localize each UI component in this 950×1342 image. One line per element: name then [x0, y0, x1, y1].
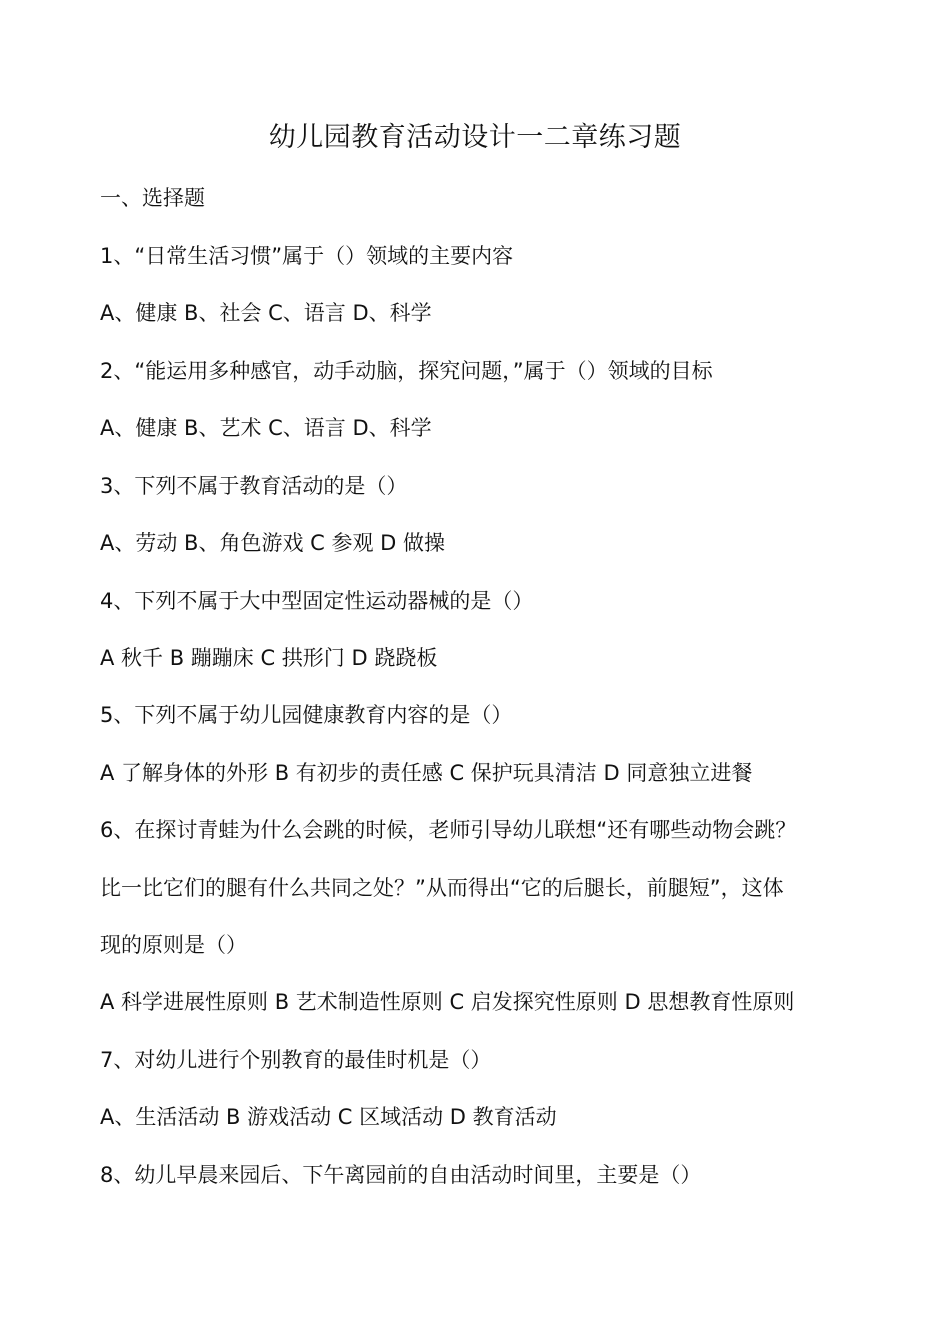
question-6-line-1: 6、在探讨青蛙为什么会跳的时候，老师引导幼儿联想“还有哪些动物会跳？	[100, 818, 797, 842]
question-4: 4、下列不属于大中型固定性运动器械的是（）	[100, 589, 534, 613]
options-1: A、健康 B、社会 C、语言 D、科学	[100, 301, 432, 325]
question-7: 7、对幼儿进行个别教育的最佳时机是（）	[100, 1048, 492, 1072]
question-3: 3、下列不属于教育活动的是（）	[100, 474, 408, 498]
options-7: A、生活活动 B 游戏活动 C 区域活动 D 教育活动	[100, 1105, 557, 1129]
options-6: A 科学进展性原则 B 艺术制造性原则 C 启发探究性原则 D 思想教育性原则	[100, 990, 795, 1014]
question-2: 2、“能运用多种感官，动手动脑，探究问题，”属于（）领域的目标	[100, 359, 713, 383]
document-title: 幼儿园教育活动设计一二章练习题	[268, 122, 682, 153]
question-1: 1、“日常生活习惯”属于（）领域的主要内容	[100, 244, 514, 268]
question-6-line-2: 比一比它们的腿有什么共同之处？”从而得出“它的后腿长，前腿短”，这体	[100, 876, 784, 900]
question-8: 8、幼儿早晨来园后、下午离园前的自由活动时间里，主要是（）	[100, 1163, 702, 1187]
question-5: 5、下列不属于幼儿园健康教育内容的是（）	[100, 703, 513, 727]
section-heading: 一、选择题	[100, 186, 205, 210]
options-2: A、健康 B、艺术 C、语言 D、科学	[100, 416, 432, 440]
options-3: A、劳动 B、角色游戏 C 参观 D 做操	[100, 531, 445, 555]
options-5: A 了解身体的外形 B 有初步的责任感 C 保护玩具清洁 D 同意独立进餐	[100, 761, 753, 785]
question-6-line-3: 现的原则是（）	[100, 933, 247, 957]
options-4: A 秋千 B 蹦蹦床 C 拱形门 D 跷跷板	[100, 646, 438, 670]
